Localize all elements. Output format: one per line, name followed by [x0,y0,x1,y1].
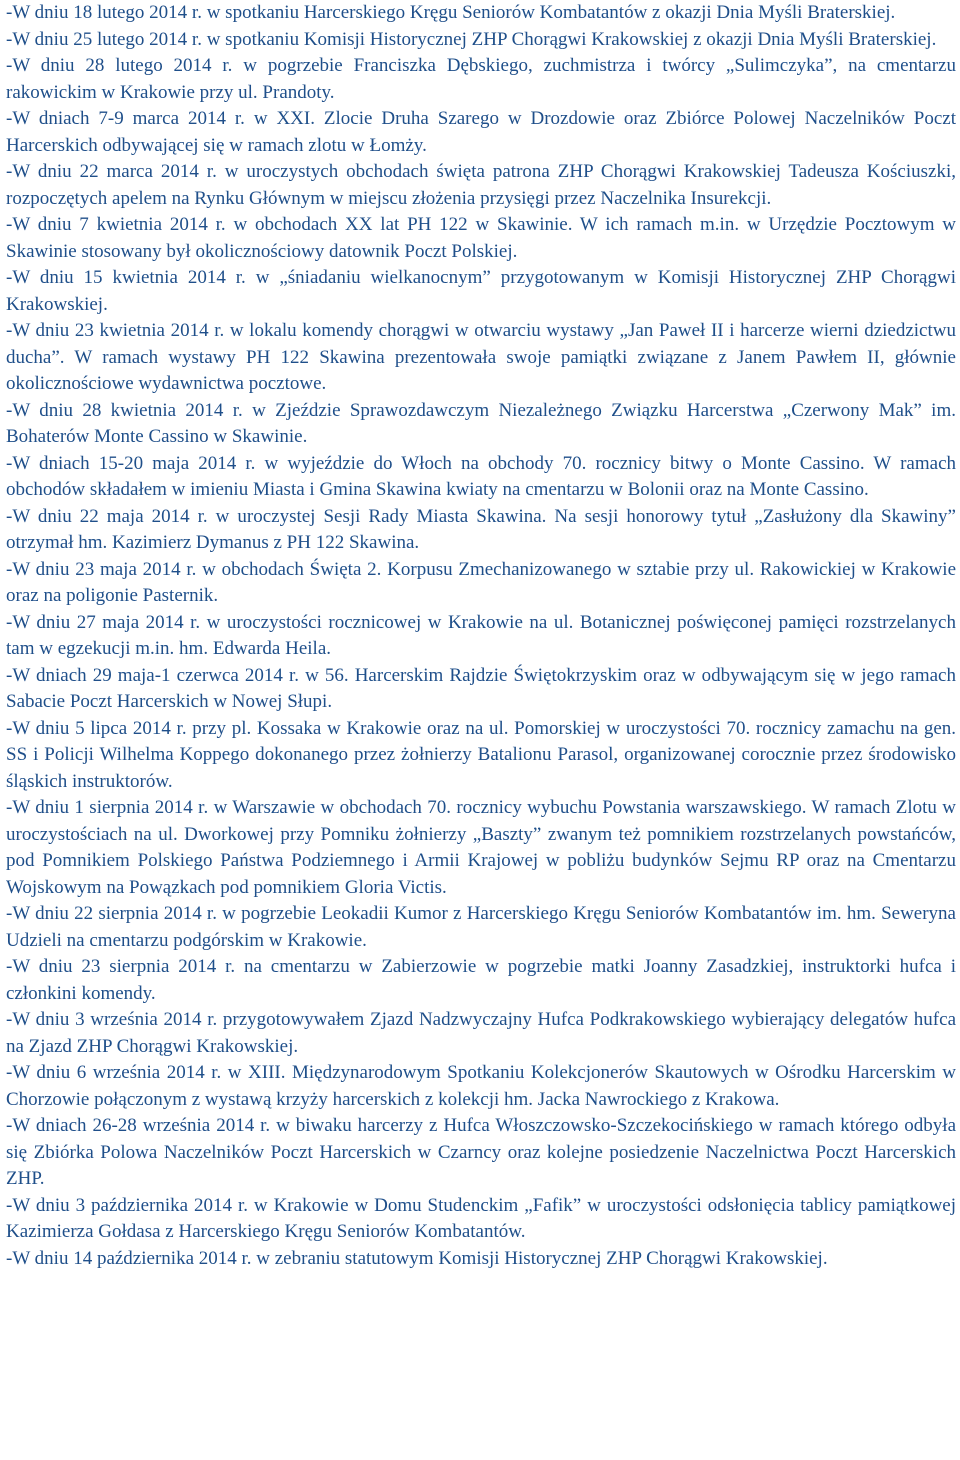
list-item: -W dniu 3 października 2014 r. w Krakowie w Domu Studenckim „Fafik” w uroczystości odsłonięcia tablicy pamiątkowej Kazimierza Gołdasa z Harcerskiego Kręgu Seniorów Kombatantów. [6,1194,956,1242]
list-item: -W dniu 7 kwietnia 2014 r. w obchodach XX lat PH 122 w Skawinie. W ich ramach m.in. w Urzędzie Pocztowym w Skawinie stosowany był okolicznościowy datownik Poczt Polskiej. [6,214,956,262]
list-item: -W dniu 22 sierpnia 2014 r. w pogrzebie Leokadii Kumor z Harcerskiego Kręgu Seniorów Kombatantów im. hm. Seweryna Udzieli na cmentarzu podgórskim w Krakowie. [6,903,956,951]
list-item: -W dniu 28 lutego 2014 r. w pogrzebie Franciszka Dębskiego, zuchmistrza i twórcy „Sulimczyka”, na cmentarzu rakowickim w Krakowie przy ul. Prandoty. [6,55,956,103]
list-item: -W dniu 28 kwietnia 2014 r. w Zjeździe Sprawozdawczym Niezależnego Związku Harcerstwa „Czerwony Mak” im. Bohaterów Monte Cassino w Skawinie. [6,399,956,447]
list-item: -W dniu 27 maja 2014 r. w uroczystości rocznicowej w Krakowie na ul. Botanicznej poświęconej pamięci rozstrzelanych tam w egzekucji m.in. hm. Edwarda Heila. [6,611,956,659]
list-item: -W dniach 26-28 września 2014 r. w biwaku harcerzy z Hufca Włoszczowsko-Szczekocińskiego w ramach którego odbyła się Zbiórka Polowa Naczelników Poczt Harcerskich w Czarncy oraz kolejne posiedzenie Naczelnictwa Poczt Harcerskich ZHP. [6,1115,956,1189]
list-item: -W dniu 3 września 2014 r. przygotowywałem Zjazd Nadzwyczajny Hufca Podkrakowskiego wybierający delegatów hufca na Zjazd ZHP Chorągwi Krakowskiej. [6,1009,956,1057]
list-item: -W dniu 22 marca 2014 r. w uroczystych obchodach święta patrona ZHP Chorągwi Krakowskiej Tadeusza Kościuszki, rozpoczętych apelem na Rynku Głównym w miejscu złożenia przysięgi przez Naczelnika Insurekcji. [6,161,956,209]
list-item: -W dniu 23 kwietnia 2014 r. w lokalu komendy chorągwi w otwarciu wystawy „Jan Paweł II i harcerze wierni dziedzictwu ducha”. W ramach wystawy PH 122 Skawina prezentowała swoje pamiątki związane z Janem Pawłem II, głównie okolicznościowe wydawnictwa pocztowe. [6,320,956,394]
list-item: -W dniu 23 maja 2014 r. w obchodach Święta 2. Korpusu Zmechanizowanego w sztabie przy ul. Rakowickiej w Krakowie oraz na poligonie Pasternik. [6,558,956,606]
list-item: -W dniu 14 października 2014 r. w zebraniu statutowym Komisji Historycznej ZHP Chorągwi Krakowskiej. [6,1247,828,1269]
list-item: -W dniu 22 maja 2014 r. w uroczystej Sesji Rady Miasta Skawina. Na sesji honorowy tytuł „Zasłużony dla Skawiny” otrzymał hm. Kazimierz Dymanus z PH 122 Skawina. [6,505,956,553]
document-body [6,0,956,1272]
list-item: -W dniach 7-9 marca 2014 r. w XXI. Zlocie Druha Szarego w Drozdowie oraz Zbiórce Polowej Naczelników Poczt Harcerskich odbywającej się w ramach zlotu w Łomży. [6,108,956,156]
list-item: -W dniu 5 lipca 2014 r. przy pl. Kossaka w Krakowie oraz na ul. Pomorskiej w uroczystości 70. rocznicy zamachu na gen. SS i Policji Wilhelma Koppego dokonanego przez żołnierzy Batalionu Parasol, organizowanej corocznie przez środowisko śląskich instruktorów. [6,717,956,792]
list-item: -W dniach 29 maja-1 czerwca 2014 r. w 56. Harcerskim Rajdzie Świętokrzyskim oraz w odbywającym się w jego ramach Sabacie Poczt Harcerskich w Nowej Słupi. [6,664,956,712]
list-item: -W dniu 25 lutego 2014 r. w spotkaniu Komisji Historycznej ZHP Chorągwi Krakowskiej z okazji Dnia Myśli Braterskiej. [6,28,937,50]
list-item: -W dniu 23 sierpnia 2014 r. na cmentarzu w Zabierzowie w pogrzebie matki Joanny Zasadzkiej, instruktorki hufca i członkini komendy. [6,956,956,1004]
list-item: -W dniu 6 września 2014 r. w XIII. Międzynarodowym Spotkaniu Kolekcjonerów Skautowych w Ośrodku Harcerskim w Chorzowie połączonym z wystawą krzyży harcerskich z kolekcji hm. Jacka Nawrockiego z Krakowa. [6,1062,956,1110]
list-item: -W dniu 18 lutego 2014 r. w spotkaniu Harcerskiego Kręgu Seniorów Kombatantów z okazji Dnia Myśli Braterskiej. [6,2,896,23]
list-item: -W dniu 1 sierpnia 2014 r. w Warszawie w obchodach 70. rocznicy wybuchu Powstania warszawskiego. W ramach Zlotu w uroczystościach na ul. Dworkowej przy Pomniku żołnierzy „Baszty” zwanym też pomnikiem rozstrzelanych powstańców, pod Pomnikiem Polskiego Państwa Podziemnego i Armii Krajowej w pobliżu budynków Sejmu RP oraz na Cmentarzu Wojskowym na Powązkach pod pomnikiem Gloria Victis. [6,797,956,898]
list-item: -W dniach 15-20 maja 2014 r. w wyjeździe do Włoch na obchody 70. rocznicy bitwy o Monte Cassino. W ramach obchodów składałem w imieniu Miasta i Gmina Skawina kwiaty na cmentarzu w Bolonii oraz na Monte Cassino. [6,452,956,500]
list-item: -W dniu 15 kwietnia 2014 r. w „śniadaniu wielkanocnym” przygotowanym w Komisji Historycznej ZHP Chorągwi Krakowskiej. [6,267,956,315]
